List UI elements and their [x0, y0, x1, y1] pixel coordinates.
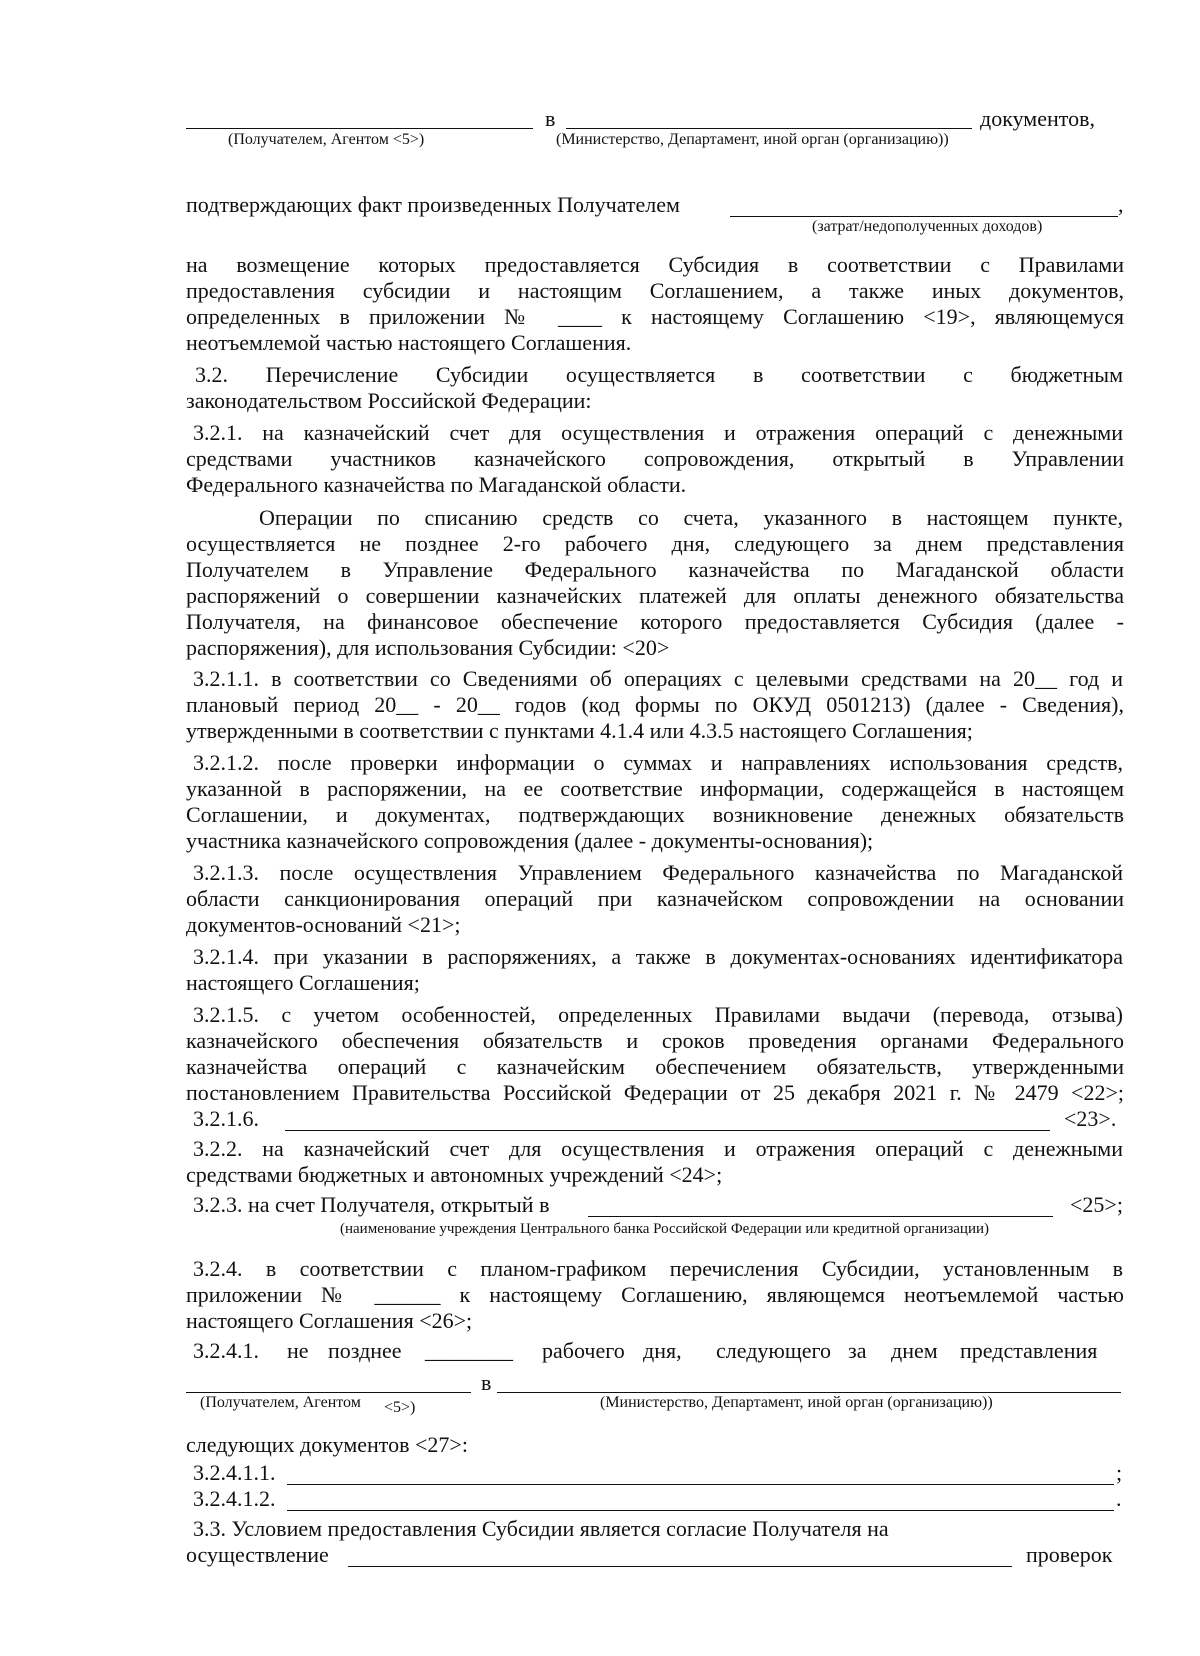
clause-3-2-1-2-line: участника казначейского сопровождения (далее - документы-основания);: [186, 828, 874, 853]
clause-3-2-1-1-line: 3.2.1.1. в соответствии со Сведениями об операциях с целевыми средствами на 20__ год и: [193, 666, 1123, 691]
clause-3-2-4-1-word: за: [848, 1338, 867, 1363]
footnote-ref-25: <25>;: [1070, 1192, 1123, 1217]
blank-ministry: [566, 128, 972, 129]
clause-3-2-1-1-line: плановый период 20__ - 20__ годов (код формы по ОКУД 0501213) (далее - Сведения),: [186, 692, 1124, 717]
caption-bank: (наименование учреждения Центрального банка Российской Федерации или кредитной организации): [340, 1221, 990, 1237]
blank-3-3: [348, 1566, 1012, 1567]
blank-recipient: [186, 128, 533, 129]
clause-3-2-3-text: 3.2.3. на счет Получателя, открытый в: [193, 1192, 550, 1217]
checks-word: проверок: [1026, 1542, 1113, 1567]
blank-ministry-2: [497, 1392, 1121, 1393]
implementation-word: осуществление: [186, 1542, 329, 1567]
clause-3-2-1-line: Федерального казначейства по Магаданской области.: [186, 472, 687, 497]
operations-line: распоряжения), для использования Субсидии: <20>: [186, 635, 670, 660]
caption-recipient-agent-2: (Получателем, Агентом: [200, 1394, 361, 1411]
clause-3-2-1-3-line: 3.2.1.3. после осуществления Управлением Федерального казначейства по Магаданской: [193, 860, 1123, 885]
clause-3-2-1-3-line: области санкционирования операций при казначейском сопровождении на основании: [186, 886, 1124, 911]
clause-3-2-1-2-line: 3.2.1.2. после проверки информации о суммах и направлениях использования средств,: [193, 750, 1123, 775]
clause-3-2-4-1-word: 3.2.4.1.: [193, 1338, 259, 1363]
blank-3-2-1-6: [285, 1130, 1050, 1131]
clause-3-2-4-1-word: следующего: [716, 1338, 832, 1363]
documents-word: документов,: [980, 106, 1095, 131]
clause-3-2-1-line: 3.2.1. на казначейский счет для осуществления и отражения операций с денежными: [193, 420, 1123, 445]
preposition-v-2: в: [481, 1370, 492, 1395]
comma: ,: [1118, 192, 1124, 217]
footnote-ref-23: <23>.: [1064, 1106, 1117, 1131]
caption-ministry-2: (Министерство, Департамент, иной орган (организацию)): [600, 1394, 993, 1411]
blank-recipient-2: [186, 1392, 471, 1393]
preposition-v: в: [545, 106, 556, 131]
operations-line: Получателя, на финансовое обеспечение которого предоставляется Субсидия (далее -: [186, 609, 1124, 634]
caption-costs: (затрат/недополученных доходов): [812, 218, 1043, 235]
clause-3-3-text: 3.3. Условием предоставления Субсидии является согласие Получателя на: [193, 1516, 889, 1541]
clause-3-2-1-5-line: постановлением Правительства Российской Федерации от 25 декабря 2021 г. № 2479 <22>;: [186, 1080, 1124, 1105]
paragraph-line: определенных в приложении № ____ к настоящему Соглашению <19>, являющемуся: [186, 304, 1124, 329]
clause-3-2-4-line: настоящего Соглашения <26>;: [186, 1308, 473, 1333]
clause-3-2-1-2-line: Соглашении, и документах, подтверждающих возникновение денежных обязательств: [186, 802, 1124, 827]
operations-line: Операции по списанию средств со счета, указанного в настоящем пункте,: [259, 505, 1123, 530]
operations-line: Получателем в Управление Федерального казначейства по Магаданской области: [186, 557, 1124, 582]
period: .: [1116, 1486, 1122, 1511]
clause-3-2-1-5-line: казначейства операций с казначейским обеспечением обязательств, утвержденными: [186, 1054, 1124, 1079]
clause-3-2-1-2-line: указанной в распоряжении, на ее соответствие информации, содержащейся в настоящем: [186, 776, 1124, 801]
clause-3-2-1-4-line: настоящего Соглашения;: [186, 970, 420, 995]
clause-3-2-4-1-2-number: 3.2.4.1.2.: [193, 1486, 276, 1511]
clause-3-2-1-5-line: 3.2.1.5. с учетом особенностей, определенных Правилами выдачи (перевода, отзыва): [193, 1002, 1123, 1027]
clause-3-2-1-1-line: утвержденными в соответствии с пунктами 4.1.4 или 4.3.5 настоящего Соглашения;: [186, 718, 973, 743]
clause-3-2-1-4-line: 3.2.1.4. при указании в распоряжениях, а также в документах-основаниях идентификатора: [193, 944, 1123, 969]
clause-3-2-4-1-word: рабочего: [542, 1338, 625, 1363]
following-documents: следующих документов <27>:: [186, 1432, 468, 1457]
caption-recipient-agent: (Получателем, Агентом <5>): [228, 131, 425, 148]
clause-3-2-4-1-blank: ________: [425, 1338, 513, 1363]
blank-3-2-4-1-2: [287, 1510, 1114, 1511]
operations-line: распоряжений о совершении казначейских платежей для оплаты денежного обязательства: [186, 583, 1124, 608]
paragraph-line: на возмещение которых предоставляется Субсидия в соответствии с Правилами: [186, 252, 1124, 277]
clause-3-2-1-3-line: документов-оснований <21>;: [186, 912, 461, 937]
clause-3-2-1-5-line: казначейского обеспечения обязательств и сроков проведения органами Федерального: [186, 1028, 1124, 1053]
paragraph-line: предоставления субсидии и настоящим Соглашением, а также иных документов,: [186, 278, 1124, 303]
clause-3-2-4-1-1-number: 3.2.4.1.1.: [193, 1460, 276, 1485]
caption-ref-5: <5>): [384, 1399, 416, 1416]
clause-3-2-4-1-word: днем: [891, 1338, 938, 1363]
operations-line: осуществляется не позднее 2-го рабочего дня, следующего за днем представления: [186, 531, 1124, 556]
blank-3-2-4-1-1: [287, 1484, 1114, 1485]
caption-ministry: (Министерство, Департамент, иной орган (организацию)): [556, 131, 949, 148]
blank-bank: [588, 1216, 1053, 1217]
confirming-fact-text: подтверждающих факт произведенных Получателем: [186, 192, 680, 217]
clause-3-2-1-6-number: 3.2.1.6.: [193, 1106, 259, 1131]
paragraph-line: неотъемлемой частью настоящего Соглашения.: [186, 330, 632, 355]
clause-3-2-4-1-word: не: [287, 1338, 309, 1363]
clause-3-2-4-1-word: позднее: [328, 1338, 402, 1363]
clause-3-2-4-line: приложении № ______ к настоящему Соглашению, являющемся неотъемлемой частью: [186, 1282, 1124, 1307]
clause-3-2-1-line: средствами участников казначейского сопровождения, открытый в Управлении: [186, 446, 1124, 471]
clause-3-2-4-line: 3.2.4. в соответствии с планом-графиком перечисления Субсидии, установленным в: [193, 1256, 1123, 1281]
clause-3-2-4-1-word: представления: [960, 1338, 1098, 1363]
clause-3-2-2-line: 3.2.2. на казначейский счет для осуществления и отражения операций с денежными: [193, 1136, 1123, 1161]
semicolon: ;: [1116, 1460, 1123, 1485]
clause-3-2-4-1-word: дня,: [643, 1338, 682, 1363]
clause-3-2-2-line: средствами бюджетных и автономных учреждений <24>;: [186, 1162, 723, 1187]
clause-3-2-line: 3.2. Перечисление Субсидии осуществляется в соответствии с бюджетным: [195, 362, 1123, 387]
blank-costs: [730, 216, 1118, 217]
clause-3-2-line: законодательством Российской Федерации:: [186, 388, 592, 413]
